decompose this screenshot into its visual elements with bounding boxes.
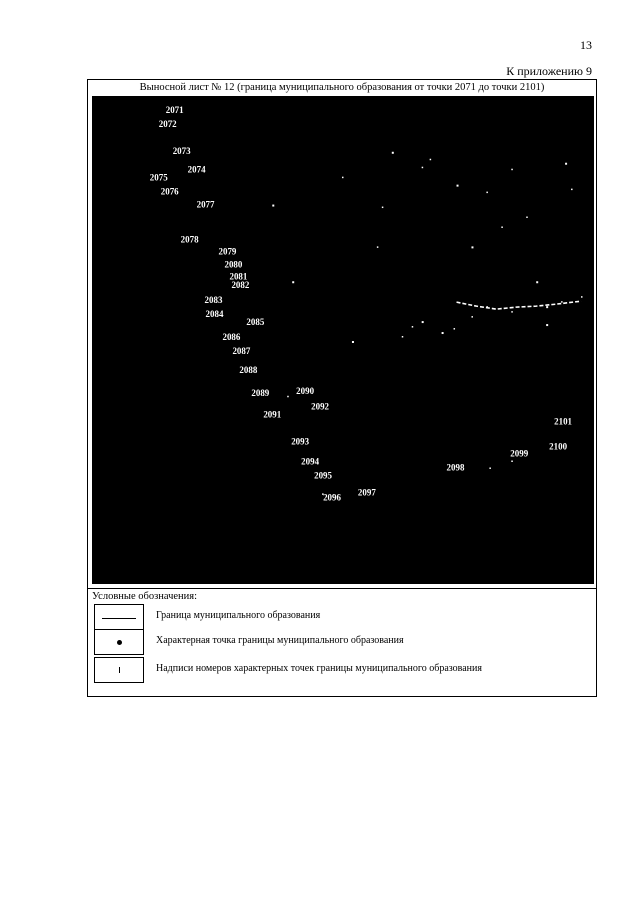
- legend-label: Граница муниципального образования: [156, 610, 321, 621]
- point-label-2095: 2095: [314, 470, 333, 481]
- point-label-2097: 2097: [357, 487, 376, 498]
- point-label-2089: 2089: [251, 387, 270, 398]
- map-feature-speck: [536, 281, 538, 283]
- legend-symbol-box: [94, 657, 144, 683]
- sheet-title: Выносной лист № 12 (граница муниципального образования от точки 2071 до точки 2101): [139, 82, 545, 93]
- point-label-2075: 2075: [149, 172, 168, 183]
- map-feature-speck: [457, 185, 459, 187]
- map-feature-speck: [342, 177, 343, 178]
- map-feature-speck: [546, 306, 548, 308]
- map-feature-speck: [292, 281, 294, 283]
- map-feature-speck: [471, 246, 473, 248]
- legend-symbol-box: [94, 604, 144, 630]
- point-label-2091: 2091: [263, 409, 282, 420]
- label-tick-symbol: [119, 667, 120, 673]
- legend-label: Надписи номеров характерных точек границы муниципального образования: [156, 663, 482, 674]
- point-label-2100: 2100: [549, 441, 568, 452]
- legend-label: Характерная точка границы муниципального образования: [156, 635, 404, 646]
- map-sheet: [87, 79, 597, 697]
- point-label-2086: 2086: [222, 332, 241, 342]
- point-label-2101: 2101: [554, 416, 573, 427]
- point-label-2082: 2082: [231, 280, 250, 291]
- point-label-2085: 2085: [246, 317, 265, 328]
- point-label-2090: 2090: [296, 385, 315, 396]
- map-scale: Масштаб 1:25000: [302, 572, 382, 583]
- map-feature-speck: [442, 332, 444, 334]
- map-feature-speck: [511, 169, 512, 170]
- legend-item-point-label: [94, 657, 590, 683]
- point-label-2092: 2092: [311, 401, 330, 412]
- legend-symbol-box: [94, 629, 144, 655]
- point-label-2098: 2098: [446, 462, 465, 473]
- map-feature-speck: [511, 461, 512, 462]
- map-feature-speck: [422, 167, 423, 168]
- map-feature-speck: [546, 324, 548, 326]
- map-feature-speck: [489, 467, 490, 468]
- boundary-line-symbol: [102, 618, 136, 619]
- point-label-2077: 2077: [196, 199, 215, 210]
- map-feature-speck: [565, 163, 567, 165]
- map-feature-speck: [287, 396, 288, 397]
- map-feature-speck: [526, 217, 527, 218]
- map-canvas: [93, 97, 593, 583]
- legend-divider: [88, 588, 596, 589]
- point-label-2094: 2094: [301, 456, 320, 467]
- map-feature-speck: [571, 189, 572, 190]
- point-label-2087: 2087: [232, 345, 251, 356]
- point-label-2081: 2081: [229, 271, 248, 282]
- point-label-2084: 2084: [205, 309, 224, 320]
- map-feature-speck: [392, 152, 394, 154]
- legend-item-boundary: [94, 604, 590, 630]
- point-label-2076: 2076: [160, 186, 179, 197]
- point-label-2080: 2080: [224, 259, 243, 270]
- map-feature-speck: [486, 192, 487, 193]
- map-feature-speck: [422, 321, 424, 323]
- map-feature-speck: [412, 326, 413, 327]
- point-label-2078: 2078: [180, 234, 199, 245]
- map-feature-speck: [581, 296, 582, 297]
- point-label-2072: 2072: [158, 118, 177, 129]
- legend-item-point: [94, 629, 590, 655]
- map-feature-speck: [561, 301, 562, 302]
- map-feature-speck: [377, 246, 378, 247]
- page-number: 13: [580, 38, 592, 52]
- map-feature-speck: [511, 311, 512, 312]
- map-feature-speck: [430, 159, 431, 160]
- point-dot-symbol: [117, 640, 122, 645]
- point-label-2083: 2083: [204, 295, 223, 306]
- appendix-reference: К приложению 9: [506, 64, 592, 78]
- map-feature-speck: [471, 316, 472, 317]
- map-feature-speck: [454, 328, 455, 329]
- map-frame[interactable]: [92, 96, 594, 584]
- map-feature-speck: [382, 207, 383, 208]
- map-feature-speck: [402, 336, 403, 337]
- point-label-2096: 2096: [323, 492, 341, 503]
- point-label-2088: 2088: [239, 364, 258, 375]
- point-label-2071: 2071: [165, 104, 184, 115]
- point-label-2079: 2079: [218, 246, 237, 257]
- point-label-2099: 2099: [510, 448, 529, 459]
- map-feature-speck: [501, 226, 502, 227]
- point-label-2093: 2093: [291, 436, 310, 447]
- map-feature-speck: [352, 341, 354, 343]
- point-label-2074: 2074: [187, 164, 206, 175]
- legend-title: Условные обозначения:: [92, 591, 198, 602]
- point-label-2073: 2073: [172, 145, 191, 156]
- map-feature-speck: [272, 205, 274, 207]
